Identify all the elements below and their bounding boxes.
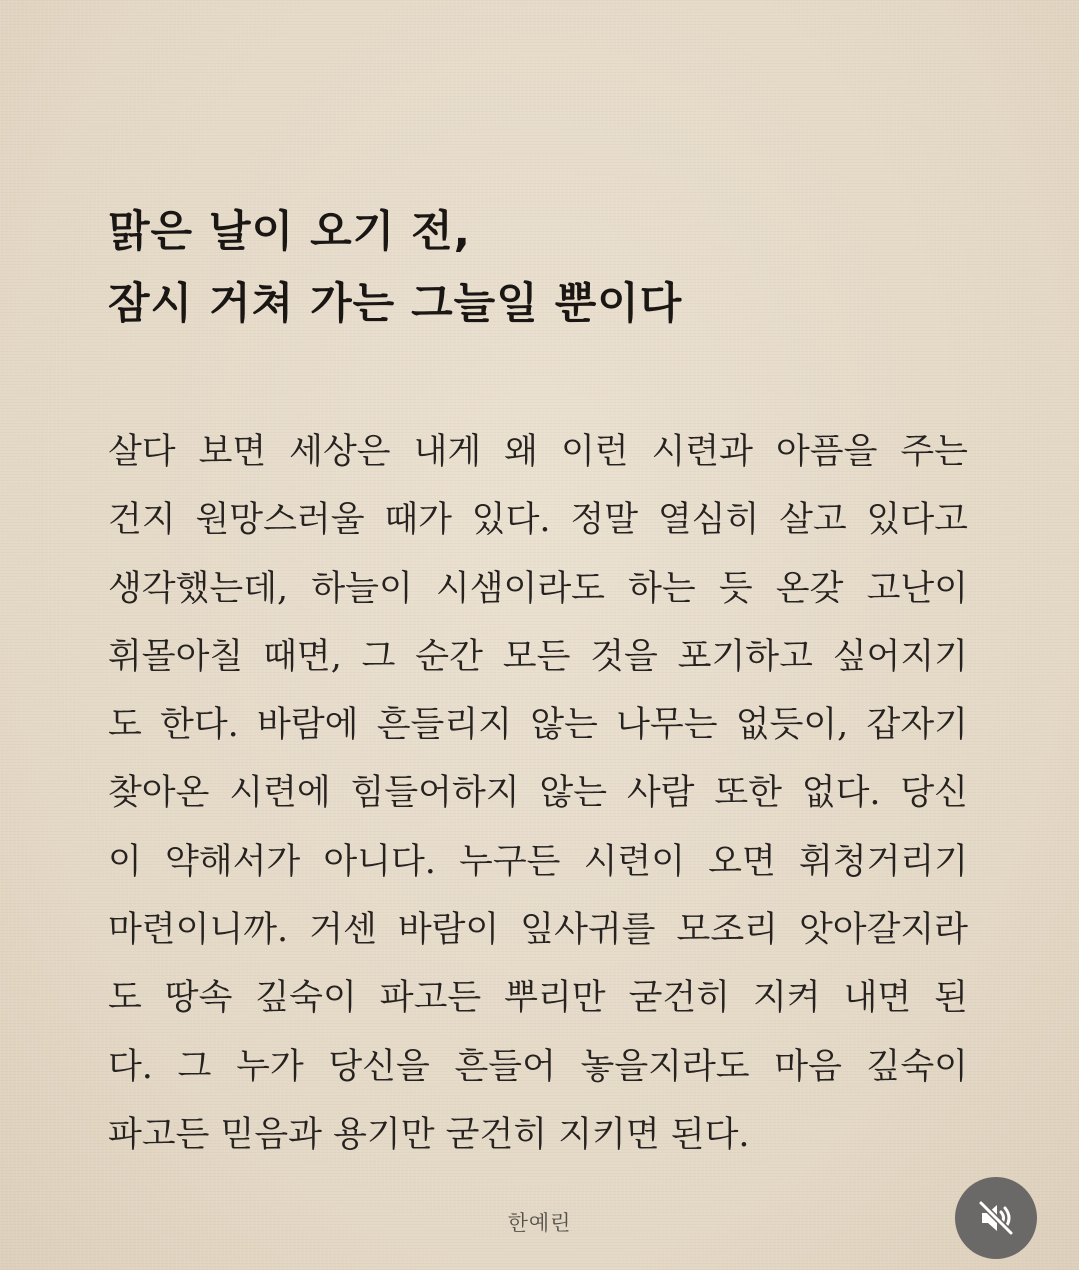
body-line: 살다 보면 세상은 내게 왜 이런 시련과 아픔을 주는	[108, 432, 968, 472]
post-title	[108, 196, 988, 340]
title-line: 맑은 날이 오기 전,	[108, 207, 472, 257]
mute-button[interactable]	[955, 1177, 1037, 1259]
body-line: 찾아온 시련에 힘들어하지 않는 사람 또한 없다. 당신	[108, 773, 968, 814]
speaker-muted-icon	[976, 1198, 1016, 1238]
body-line: 생각했는데, 하늘이 시샘이라도 하는 듯 온갖 고난이	[108, 568, 968, 609]
body-line: 휘몰아칠 때면, 그 순간 모든 것을 포기하고 싶어지기	[108, 636, 968, 677]
author-name: 한예린	[507, 1211, 572, 1235]
body-line: 도 한다. 바람에 흔들리지 않는 나무는 없듯이, 갑자기	[108, 705, 968, 746]
title-line: 잠시 거쳐 가는 그늘일 뿐이다	[108, 279, 683, 329]
body-line: 다. 그 누가 당신을 흔들어 놓을지라도 마음 깊숙이	[108, 1046, 968, 1087]
body-line: 이 약해서가 아니다. 누구든 시련이 오면 휘청거리기	[108, 841, 968, 882]
body-line: 도 땅속 깊숙이 파고든 뿌리만 굳건히 지켜 내면 된	[108, 978, 968, 1019]
body-line: 마련이니까. 거센 바람이 잎사귀를 모조리 앗아갈지라	[108, 910, 968, 951]
body-line: 파고든 믿음과 용기만 굳건히 지키면 된다.	[108, 1114, 750, 1155]
body-line: 건지 원망스러울 때가 있다. 정말 열심히 살고 있다고	[108, 500, 968, 541]
post-body	[108, 418, 988, 1169]
